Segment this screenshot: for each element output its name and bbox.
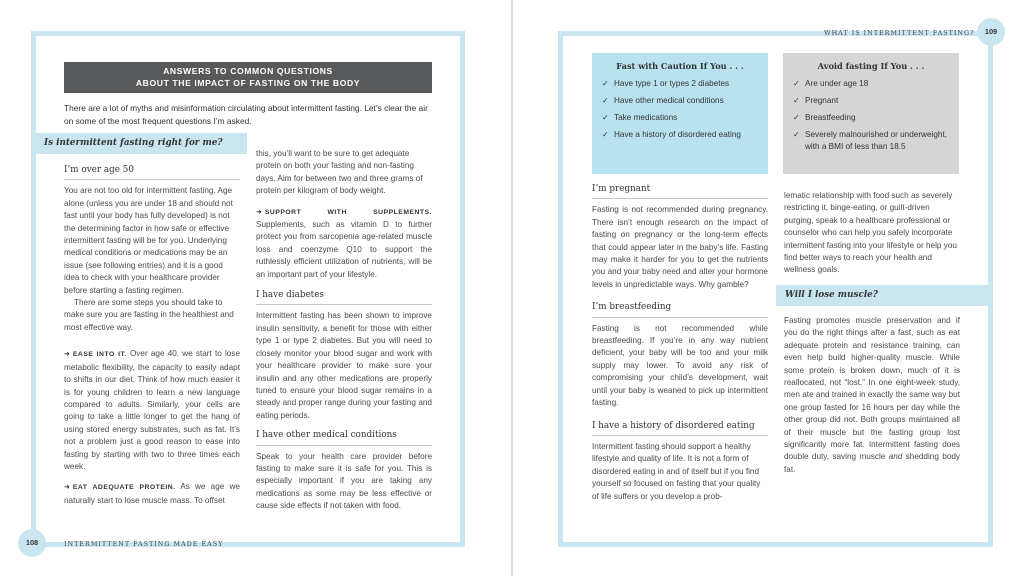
- muscle-paragraph: [784, 315, 960, 476]
- running-header: WHAT IS INTERMITTENT FASTING?: [824, 29, 975, 37]
- avoid-fasting-box: [783, 53, 959, 174]
- arrow-icon: ➜: [64, 351, 70, 359]
- ease-into-it-label: EASE INTO IT.: [72, 351, 127, 359]
- checkmark-icon: ✓: [793, 79, 800, 88]
- checkmark-icon: ✓: [602, 79, 609, 88]
- pregnant-paragraph: Fasting is not recommended during pregnancy. There isn’t enough research on the impact of fasting on pregnancy or the long-term effects that could appear later in the baby’s life. Fasting may make it harder for you to get the nutrients you and your baby need and alter your hormone levels in unpredictable ways. Why gamble?: [592, 205, 768, 289]
- caution-item: ✓ Have other medical conditions: [602, 96, 724, 106]
- page-number-108: 108: [18, 529, 46, 557]
- fast-with-caution-box: [592, 53, 768, 174]
- breastfeeding-paragraph: Fasting is not recommended while breastfeeding. If you’re in any way nutrient deficient, your baby will be too and your milk supply may lower. To avoid any risk of compromising your child’s development, wait until your baby is weaned to pick up intermittent fasting.: [592, 323, 768, 408]
- banner-line-1: ANSWERS TO COMMON QUESTIONS: [163, 66, 333, 76]
- other-conditions-paragraph: Speak to your health care provider before fasting to make sure it is safe for you. This is especially important if you are taking any medications as some may be less effective or cause side effects if not taken with food.: [256, 451, 432, 511]
- subheading-other-conditions: I have other medical conditions: [256, 429, 432, 445]
- over-50-paragraph-2: There are some steps you should take to make sure you are fasting in the healthiest and most effective way.: [64, 298, 234, 332]
- arrow-icon: ➜: [256, 208, 262, 216]
- supplements-label: SUPPORT WITH SUPPLEMENTS.: [264, 208, 432, 216]
- avoid-item: ✓ Severely malnourished or underweight, with a BMI of less than 18.5: [793, 130, 947, 151]
- disordered-continued-text: lematic relationship with food such as severely restricting it, binge-eating, or guilt-driven purging, speak to a healthcare professional or counselor who can help you safely incorporate intermittent fasting into your lifestyle or help you find better ways to reach your health and wellness goals.: [784, 191, 957, 275]
- avoid-item: ✓ Breastfeeding: [793, 113, 856, 123]
- avoid-list: [793, 78, 949, 152]
- left-column-1: [64, 164, 240, 507]
- avoid-box-title: Avoid fasting If You . . .: [817, 61, 925, 71]
- question-heading-muscle: Will I lose muscle?: [776, 285, 990, 306]
- checkmark-icon: ✓: [602, 130, 609, 140]
- muscle-text-part-1: Fasting promotes muscle preservation and if you do the right things after a fast, such as eat adequate protein and resistance training, can even help build higher-quality muscle. While some protein is broken down, much of it is reallocated, not “lost.” In one eight-week study, men ate and trained in exactly the same way but one group fasted for 16 hours per day while the other group did not. Both groups maintained all of their muscle but the fasting group lost significantly more fat. Intermittent fasting does double duty, saving muscle: [784, 316, 960, 462]
- checkmark-icon: ✓: [793, 113, 800, 123]
- disordered-eating-paragraph: Intermittent fasting should support a healthy lifestyle and quality of life. It is not a form of disordered eating in and of itself but if you find yourself so focused on fasting that your quality of life suffers or you develop a prob-: [592, 441, 761, 501]
- caution-item: ✓ Take medications: [602, 113, 678, 123]
- checkmark-icon: ✓: [602, 113, 609, 123]
- right-column-1: [592, 183, 768, 503]
- adequate-protein-label: EAT ADEQUATE PROTEIN.: [72, 484, 176, 492]
- caution-item: ✓ Have a history of disordered eating: [602, 130, 741, 140]
- ease-into-it-item: [64, 348, 240, 473]
- adequate-protein-text: As we age we naturally start to lose muscle mass. To offset: [64, 482, 240, 505]
- arrow-icon: ➜: [64, 484, 70, 492]
- page-number-109: 109: [977, 18, 1005, 46]
- protein-continued-text: this, you’ll want to be sure to get adequate protein on both your fasting and non-fasting days. Aim for between two and three grams of protein per kilogram of body weight.: [256, 149, 423, 196]
- subheading-diabetes: I have diabetes: [256, 289, 432, 305]
- supplements-item: [256, 206, 432, 281]
- caution-item: ✓ Have type 1 or types 2 diabetes: [602, 79, 730, 88]
- avoid-item: ✓ Are under age 18: [793, 79, 869, 88]
- running-footer: INTERMITTENT FASTING MADE EASY: [64, 540, 224, 548]
- muscle-text-part-2: shedding body fat.: [784, 452, 960, 474]
- subheading-breastfeeding: I’m breastfeeding: [592, 301, 768, 317]
- left-column-2: [256, 148, 432, 513]
- diabetes-paragraph: Intermittent fasting has been shown to improve insulin sensitivity, a benefit for those with either type 1 or type 2 diabetes. But you will need to closely monitor your blood sugar and work with your healthcare provider to make sure your insulin and any other medications are properly tuned to ensure your blood sugar remains in a steady and proper range during your fasting and eating periods.: [256, 311, 432, 420]
- ease-into-it-text: Over age 40, we start to lose metabolic flexibility, the capacity to easily adapt to shifts in our diet. Think of how much easier it is for young children to learn a new language compared to adults. Similarly, your cells are going to take a little longer to get the hang of using stored energy substrates, such as fat. It’s not a problem just a good reason to ease into fasting by starting with two to three times each week.: [64, 349, 241, 471]
- subheading-disordered-eating: I have a history of disordered eating: [592, 420, 768, 436]
- supplements-text: Supplements, such as vitamin D to further protect you from sarcopenia age-related muscle loss and coenzyme Q10 to support the ruthlessly efficient utilization of nutrients, will be an important part of your lifestyle.: [256, 220, 432, 279]
- left-page: [0, 0, 511, 576]
- caution-box-title: Fast with Caution If You . . .: [616, 61, 744, 71]
- adequate-protein-item: [64, 481, 240, 507]
- intro-paragraph: There are a lot of myths and misinformation circulating about intermittent fasting. Let’s clear the air on some of the most frequent questions I’m asked.: [64, 103, 428, 126]
- caution-list: [602, 78, 758, 141]
- banner-line-2: ABOUT THE IMPACT OF FASTING ON THE BODY: [135, 78, 361, 88]
- checkmark-icon: ✓: [602, 96, 609, 106]
- section-banner: [64, 62, 432, 93]
- checkmark-icon: ✓: [793, 130, 800, 140]
- subheading-over-50: I’m over age 50: [64, 164, 240, 180]
- over-50-paragraph-1: You are not too old for intermittent fasting. Age alone (unless you are under 18 and should not fast until your body has fully developed) is not the determining factor in how safe or effective intermittent fasting will be for you. Underlying medical conditions or medications may be an issue (see following entries) and it is a good idea to check with your healthcare provider before starting a fasting regimen.: [64, 186, 233, 295]
- question-heading-fasting-right: Is intermittent fasting right for me?: [35, 133, 247, 154]
- right-column-2: [784, 190, 960, 277]
- muscle-text-emphasis: and: [888, 452, 903, 462]
- subheading-pregnant: I’m pregnant: [592, 183, 768, 199]
- avoid-item: ✓ Pregnant: [793, 96, 839, 106]
- checkmark-icon: ✓: [793, 96, 800, 106]
